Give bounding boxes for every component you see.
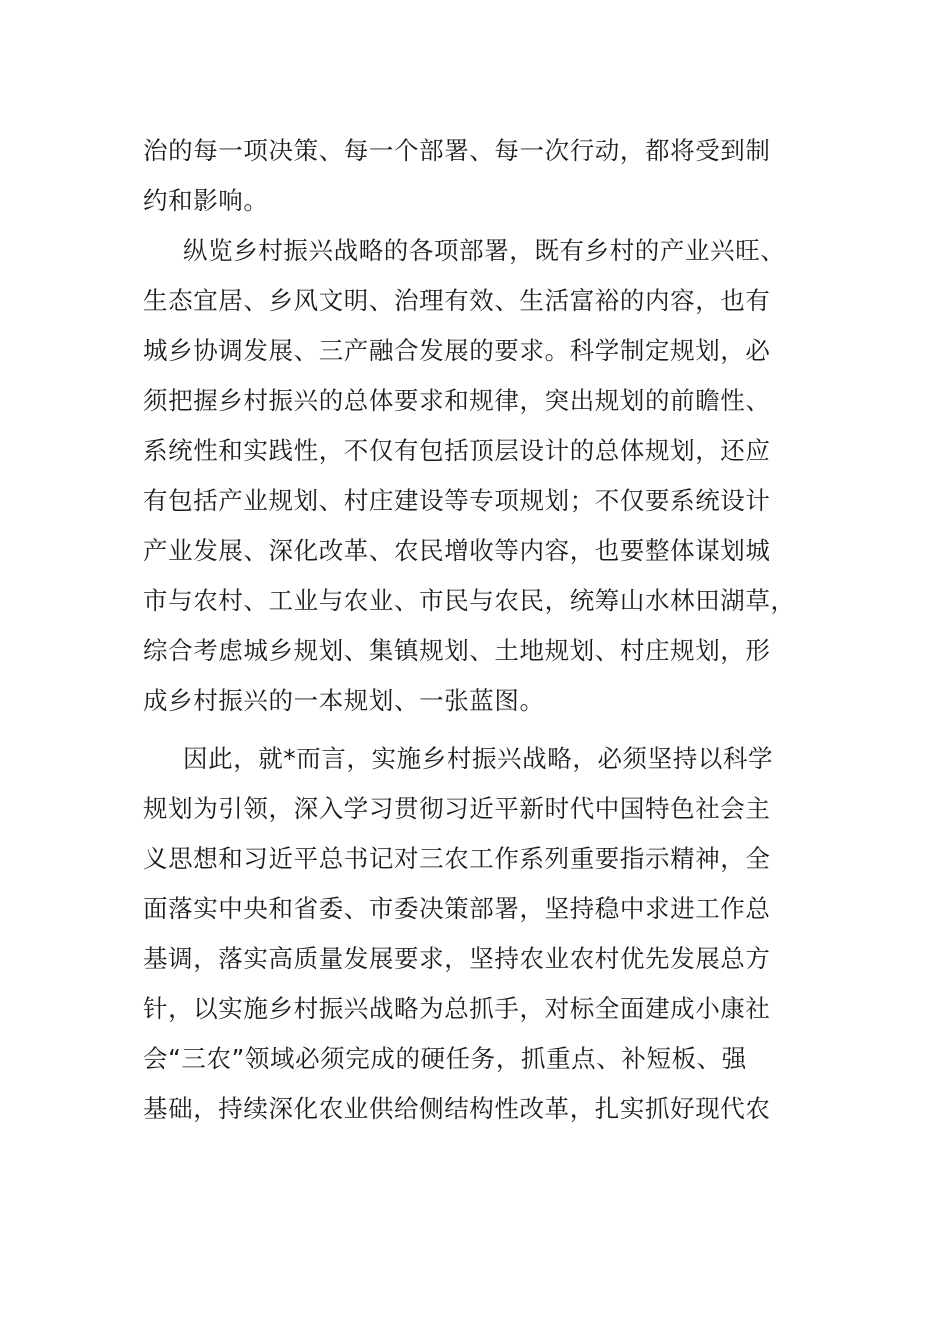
text-line: 城乡协调发展、三产融合发展的要求。科学制定规划，必	[143, 336, 771, 365]
text-line: 义思想和习近平总书记对三农工作系列重要指示精神，全	[143, 844, 771, 873]
text-line: 会“三农”领域必须完成的硬任务，抓重点、补短板、强	[143, 1044, 747, 1073]
text-line: 面落实中央和省委、市委决策部署，坚持稳中求进工作总	[143, 894, 771, 923]
text-line: 综合考虑城乡规划、集镇规划、土地规划、村庄规划，形	[143, 636, 771, 665]
text-line: 基础，持续深化农业供给侧结构性改革，扎实抓好现代农	[143, 1094, 771, 1123]
paragraph-spacer	[143, 726, 803, 734]
text-line: 须把握乡村振兴的总体要求和规律，突出规划的前瞻性、	[143, 386, 771, 415]
paragraph-2	[143, 226, 803, 726]
text-line: 成乡村振兴的一本规划、一张蓝图。	[143, 686, 545, 715]
text-line: 约和影响。	[143, 186, 269, 215]
text-line: 系统性和实践性，不仅有包括顶层设计的总体规划，还应	[143, 436, 771, 465]
text-line: 生态宜居、乡风文明、治理有效、生活富裕的内容，也有	[143, 286, 771, 315]
paragraph-3	[143, 734, 803, 1134]
text-line: 规划为引领，深入学习贯彻习近平新时代中国特色社会主	[143, 794, 771, 823]
text-line: 纵览乡村振兴战略的各项部署，既有乡村的产业兴旺、	[183, 236, 786, 265]
text-line: 针，以实施乡村振兴战略为总抓手，对标全面建成小康社	[143, 994, 771, 1023]
text-line: 产业发展、深化改革、农民增收等内容，也要整体谋划城	[143, 536, 771, 565]
paragraph-1	[143, 126, 803, 226]
text-line: 市与农村、工业与农业、市民与农民，统筹山水林田湖草，	[143, 586, 796, 615]
text-line: 有包括产业规划、村庄建设等专项规划；不仅要系统设计	[143, 486, 771, 515]
text-line: 治的每一项决策、每一个部署、每一次行动，都将受到制	[143, 136, 771, 165]
text-line: 因此，就*而言，实施乡村振兴战略，必须坚持以科学	[183, 744, 774, 773]
document-body	[143, 126, 803, 1134]
text-line: 基调，落实高质量发展要求，坚持农业农村优先发展总方	[143, 944, 771, 973]
